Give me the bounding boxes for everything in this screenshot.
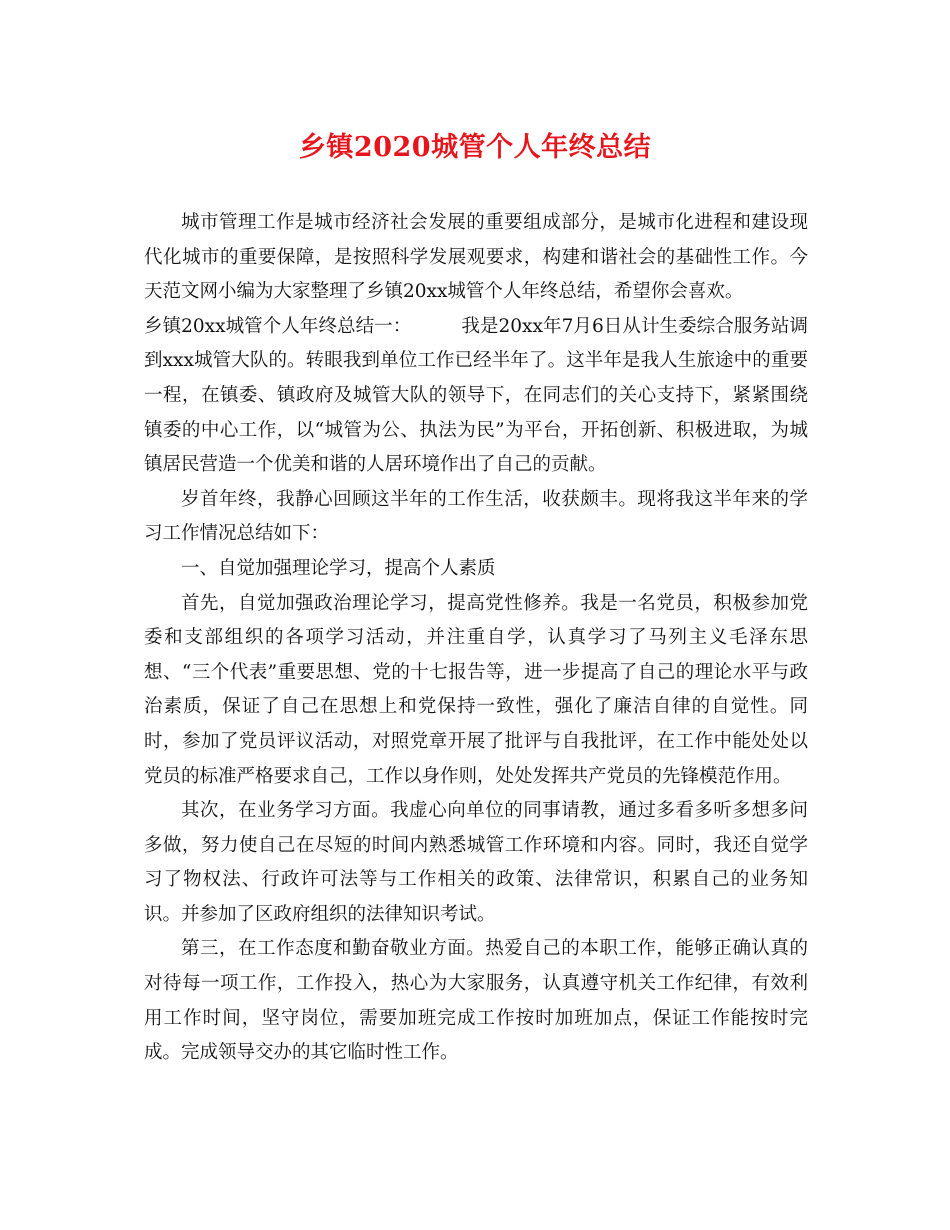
summary-one-label: 乡镇20xx城管个人年终总结一：: [144, 315, 412, 337]
review-paragraph: 岁首年终，我静心回顾这半年的工作生活，收获颇丰。现将我这半年来的学习工作情况总结如下：: [144, 488, 808, 545]
business-study-paragraph: 其次，在业务学习方面。我虚心向单位的同事请教，通过多看多听多想多问多做，努力使自己在尽短的时间内熟悉城管工作环境和内容。同时，我还自觉学习了物权法、行政许可法等与工作相关的政策、法律常识，积累自己的业务知识。并参加了区政府组织的法律知识考试。: [144, 800, 808, 925]
summary-one-paragraph: [144, 310, 808, 483]
document-title: 乡镇2020城管个人年终总结: [298, 132, 652, 163]
summary-one-text: 我是20xx年7月6日从计生委综合服务站调到xxx城管大队的。转眼我到单位工作已经半年了。这半年是我人生旅途中的重要一程，在镇委、镇政府及城管大队的领导下，在同志们的关心支持下，紧紧围绕镇委的中心工作，以“城管为公、执法为民”为平台，开拓创新、积极进取，为城镇居民营造一个优美和谐的人居环境作出了自己的贡献。: [144, 315, 808, 476]
work-attitude-paragraph: 第三，在工作态度和勤奋敬业方面。热爱自己的本职工作，能够正确认真的对待每一项工作，工作投入，热心为大家服务，认真遵守机关工作纪律，有效利用工作时间，坚守岗位，需要加班完成工作按时加班加点，保证工作能按时完成。完成领导交办的其它临时性工作。: [144, 938, 808, 1064]
section-heading-one: 一、自觉加强理论学习，提高个人素质: [181, 557, 496, 579]
political-study-paragraph: 首先，自觉加强政治理论学习，提高党性修养。我是一名党员，积极参加党委和支部组织的各项学习活动，并注重自学，认真学习了马列主义毛泽东思想、“三个代表”重要思想、党的十七报告等，进一步提高了自己的理论水平与政治素质，保证了自己在思想上和党保持一致性，强化了廉洁自律的自觉性。同时，参加了党员评议活动，对照党章开展了批评与自我批评，在工作中能处处以党员的标准严格要求自己，工作以身作则，处处发挥共产党员的先锋模范作用。: [144, 592, 808, 787]
document-body: [144, 206, 808, 1071]
intro-paragraph: 城市管理工作是城市经济社会发展的重要组成部分，是城市化进程和建设现代化城市的重要保障，是按照科学发展观要求，构建和谐社会的基础性工作。今天范文网小编为大家整理了乡镇20xx城管个人年终总结，希望你会喜欢。: [144, 212, 808, 303]
